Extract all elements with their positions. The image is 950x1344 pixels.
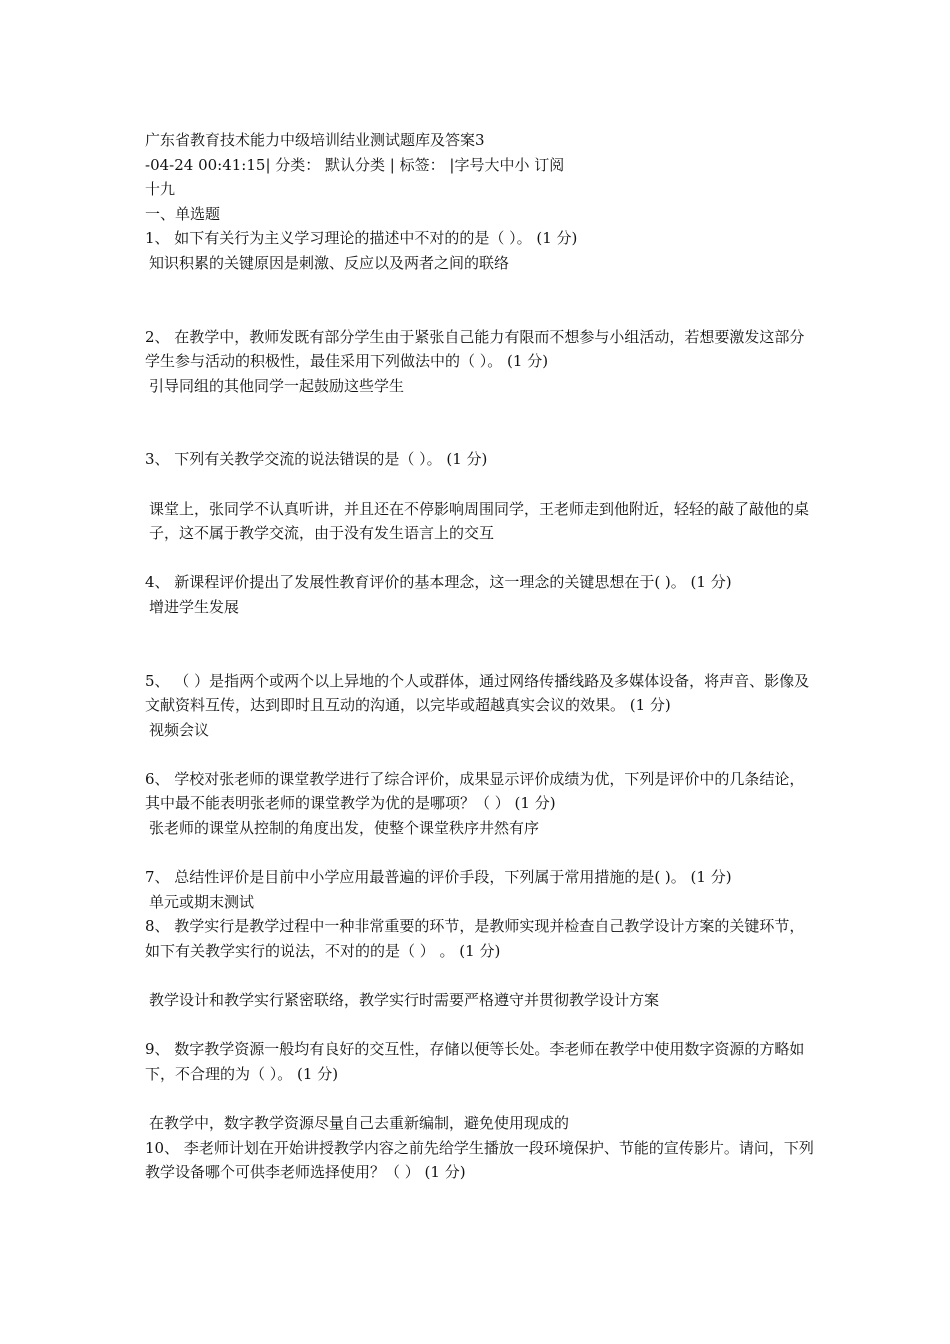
question-3: 3、 下列有关教学交流的说法错误的是（ ）。 (1 分) [145, 450, 488, 469]
question-7: 7、 总结性评价是目前中小学应用最普遍的评价手段，下列属于常用措施的是( )。 (1 分) [145, 868, 732, 887]
answer-6: 张老师的课堂从控制的角度出发，使整个课堂秩序井然有序 [149, 819, 540, 838]
answer-7: 单元或期末测试 [149, 892, 255, 911]
question-5: 5、 （ ）是指两个或两个以上异地的个人或群体，通过网络传播线路及多媒体设备，将声音、影像及文献资料互传，达到即时且互动的沟通，以完毕或超越真实会议的效果。 (1 分) [145, 671, 810, 715]
question-1: 1、 如下有关行为主义学习理论的描述中不对的的是（ ）。 (1 分) [145, 229, 578, 248]
document-title: 广东省教育技术能力中级培训结业测试题库及答案3 [145, 131, 485, 149]
answer-8: 教学设计和教学实行紧密联络，教学实行时需要严格遵守并贯彻教学设计方案 [149, 991, 660, 1010]
document-page [145, 128, 815, 1185]
question-9: 9、 数字教学资源一般均有良好的交互性，存储以便等长处。李老师在教学中使用数字资源的方略如下，不合理的为（ ）。 (1 分) [145, 1040, 805, 1083]
answer-1: 知识积累的关键原因是刺激、反应以及两者之间的联络 [149, 253, 510, 272]
answer-2: 引导同组的其他同学一起鼓励这些学生 [149, 376, 405, 395]
answer-5: 视频会议 [149, 720, 210, 739]
question-8: 8、 教学实行是教学过程中一种非常重要的环节，是教师实现并检查自己教学设计方案的关键环节，如下有关教学实行的说法，不对的的是（ ） 。 (1 分) [145, 917, 805, 961]
question-10: 10、 李老师计划在开始讲授教学内容之前先给学生播放一段环境保护、节能的宣传影片。请问，下列教学设备哪个可供李老师选择使用？（ ） (1 分) [145, 1138, 814, 1182]
answer-4: 增进学生发展 [149, 597, 240, 616]
section-heading: 一、单选题 [145, 204, 221, 223]
question-6: 6、 学校对张老师的课堂教学进行了综合评价，成果显示评价成绩为优，下列是评价中的几条结论，其中最不能表明张老师的课堂教学为优的是哪项？（ ） (1 分) [145, 769, 805, 813]
answer-3: 课堂上，张同学不认真听讲，并且还在不停影响周围同学，王老师走到他附近，轻轻的敲了敲他的桌子，这不属于教学交流，由于没有发生语言上的交互 [149, 499, 810, 543]
number-label: 十九 [145, 180, 176, 199]
question-4: 4、 新课程评价提出了发展性教育评价的基本理念，这一理念的关键思想在于( )。 (1 分) [145, 573, 732, 592]
post-meta: -04-24 00:41:15| 分类： 默认分类 | 标签： |字号大中小 订阅 [145, 155, 565, 174]
question-2: 2、 在教学中，教师发既有部分学生由于紧张自己能力有限而不想参与小组活动，若想要激发这部分学生参与活动的积极性，最佳采用下列做法中的（ ）。 (1 分) [145, 327, 805, 371]
answer-9: 在教学中，数字教学资源尽量自己去重新编制，避免使用现成的 [149, 1114, 570, 1133]
